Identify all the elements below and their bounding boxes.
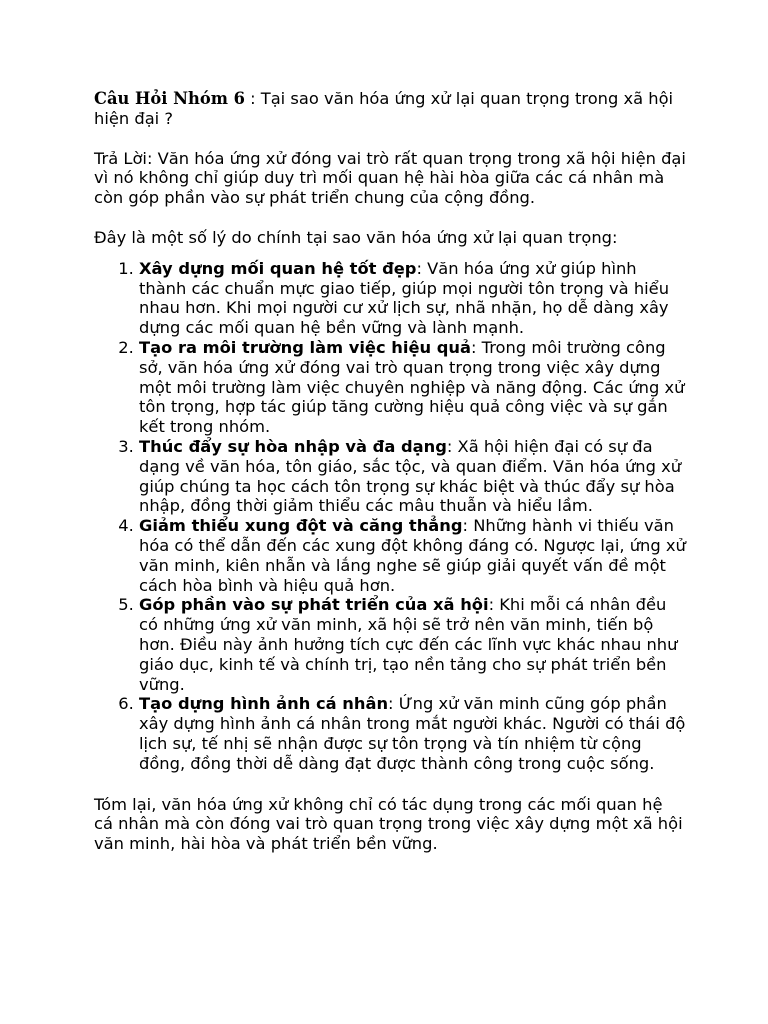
question-paragraph: [94, 89, 686, 129]
reason-item-4: [139, 516, 686, 595]
reason-text: : Ứng xử văn minh cũng góp phần xây dựng hình ảnh cá nhân trong mắt người khác. Người có thái độ lịch sự, tế nhị sẽ nhận được sự tôn trọng và tín nhiệm từ cộng đồng, đồng thời dễ dàng đạt được thành công trong cuộc sống.: [139, 694, 686, 773]
answer-paragraph: Trả Lời: Văn hóa ứng xử đóng vai trò rất quan trọng trong xã hội hiện đại vì nó không chỉ giúp duy trì mối quan hệ hài hòa giữa các cá nhân mà còn góp phần vào sự phát triển chung của cộng đồng.: [94, 148, 686, 208]
reason-title: Tạo ra môi trường làm việc hiệu quả: [139, 337, 471, 357]
reason-text: : Những hành vi thiếu văn hóa có thể dẫn đến các xung đột không đáng có. Ngược lại, ứng xử văn minh, kiên nhẫn và lắng nghe sẽ giúp giải quyết vấn đề một cách hòa bình và hiệu quả hơn.: [139, 516, 686, 595]
conclusion-paragraph: Tóm lại, văn hóa ứng xử không chỉ có tác dụng trong các mối quan hệ cá nhân mà còn đóng vai trò quan trọng trong việc xây dựng một xã hội văn minh, hài hòa và phát triển bền vững.: [94, 794, 683, 854]
reason-item-5: [139, 595, 686, 694]
reason-title: Giảm thiểu xung đột và căng thẳng: [139, 516, 463, 536]
reason-item-2: [139, 338, 686, 437]
reasons-list: [94, 259, 686, 774]
reason-title: Góp phần vào sự phát triển của xã hội: [139, 595, 489, 615]
intro-paragraph: Đây là một số lý do chính tại sao văn hóa ứng xử lại quan trọng:: [94, 227, 618, 247]
question-text: : Tại sao văn hóa ứng xử lại quan trọng trong xã hội hiện đại ?: [94, 89, 674, 128]
reason-text: : Trong môi trường công sở, văn hóa ứng xử đóng vai trò quan trọng trong việc xây dựng một môi trường làm việc chuyên nghiệp và năng động. Các ứng xử tôn trọng, hợp tác giúp tăng cường hiệu quả công việc và sự gắn kết trong nhóm.: [139, 337, 685, 437]
reason-item-6: [139, 694, 686, 773]
reason-text: : Văn hóa ứng xử giúp hình thành các chuẩn mực giao tiếp, giúp mọi người tôn trọng và hiểu nhau hơn. Khi mọi người cư xử lịch sự, nhã nhặn, họ dễ dàng xây dựng các mối quan hệ bền vững và lành mạnh.: [139, 258, 670, 338]
reason-item-3: [139, 437, 686, 516]
reason-item-1: [139, 259, 686, 338]
question-label: Câu Hỏi Nhóm 6: [94, 89, 245, 108]
document-page: [94, 89, 686, 854]
reason-title: Thúc đẩy sự hòa nhập và đa dạng: [139, 436, 447, 456]
reason-title: Tạo dựng hình ảnh cá nhân: [139, 694, 389, 714]
reason-text: : Xã hội hiện đại có sự đa dạng về văn hóa, tôn giáo, sắc tộc, và quan điểm. Văn hóa ứng xử giúp chúng ta học cách tôn trọng sự khác biệt và thúc đẩy sự hòa nhập, đồng thời giảm thiểu các mâu thuẫn và hiểu lầm.: [139, 436, 682, 516]
reason-title: Xây dựng mối quan hệ tốt đẹp: [139, 258, 417, 278]
reason-text: : Khi mỗi cá nhân đều có những ứng xử văn minh, xã hội sẽ trở nên văn minh, tiến bộ hơn. Điều này ảnh hưởng tích cực đến các lĩnh vực khác nhau như giáo dục, kinh tế và chính trị, tạo nền tảng cho sự phát triển bền vững.: [139, 595, 678, 694]
